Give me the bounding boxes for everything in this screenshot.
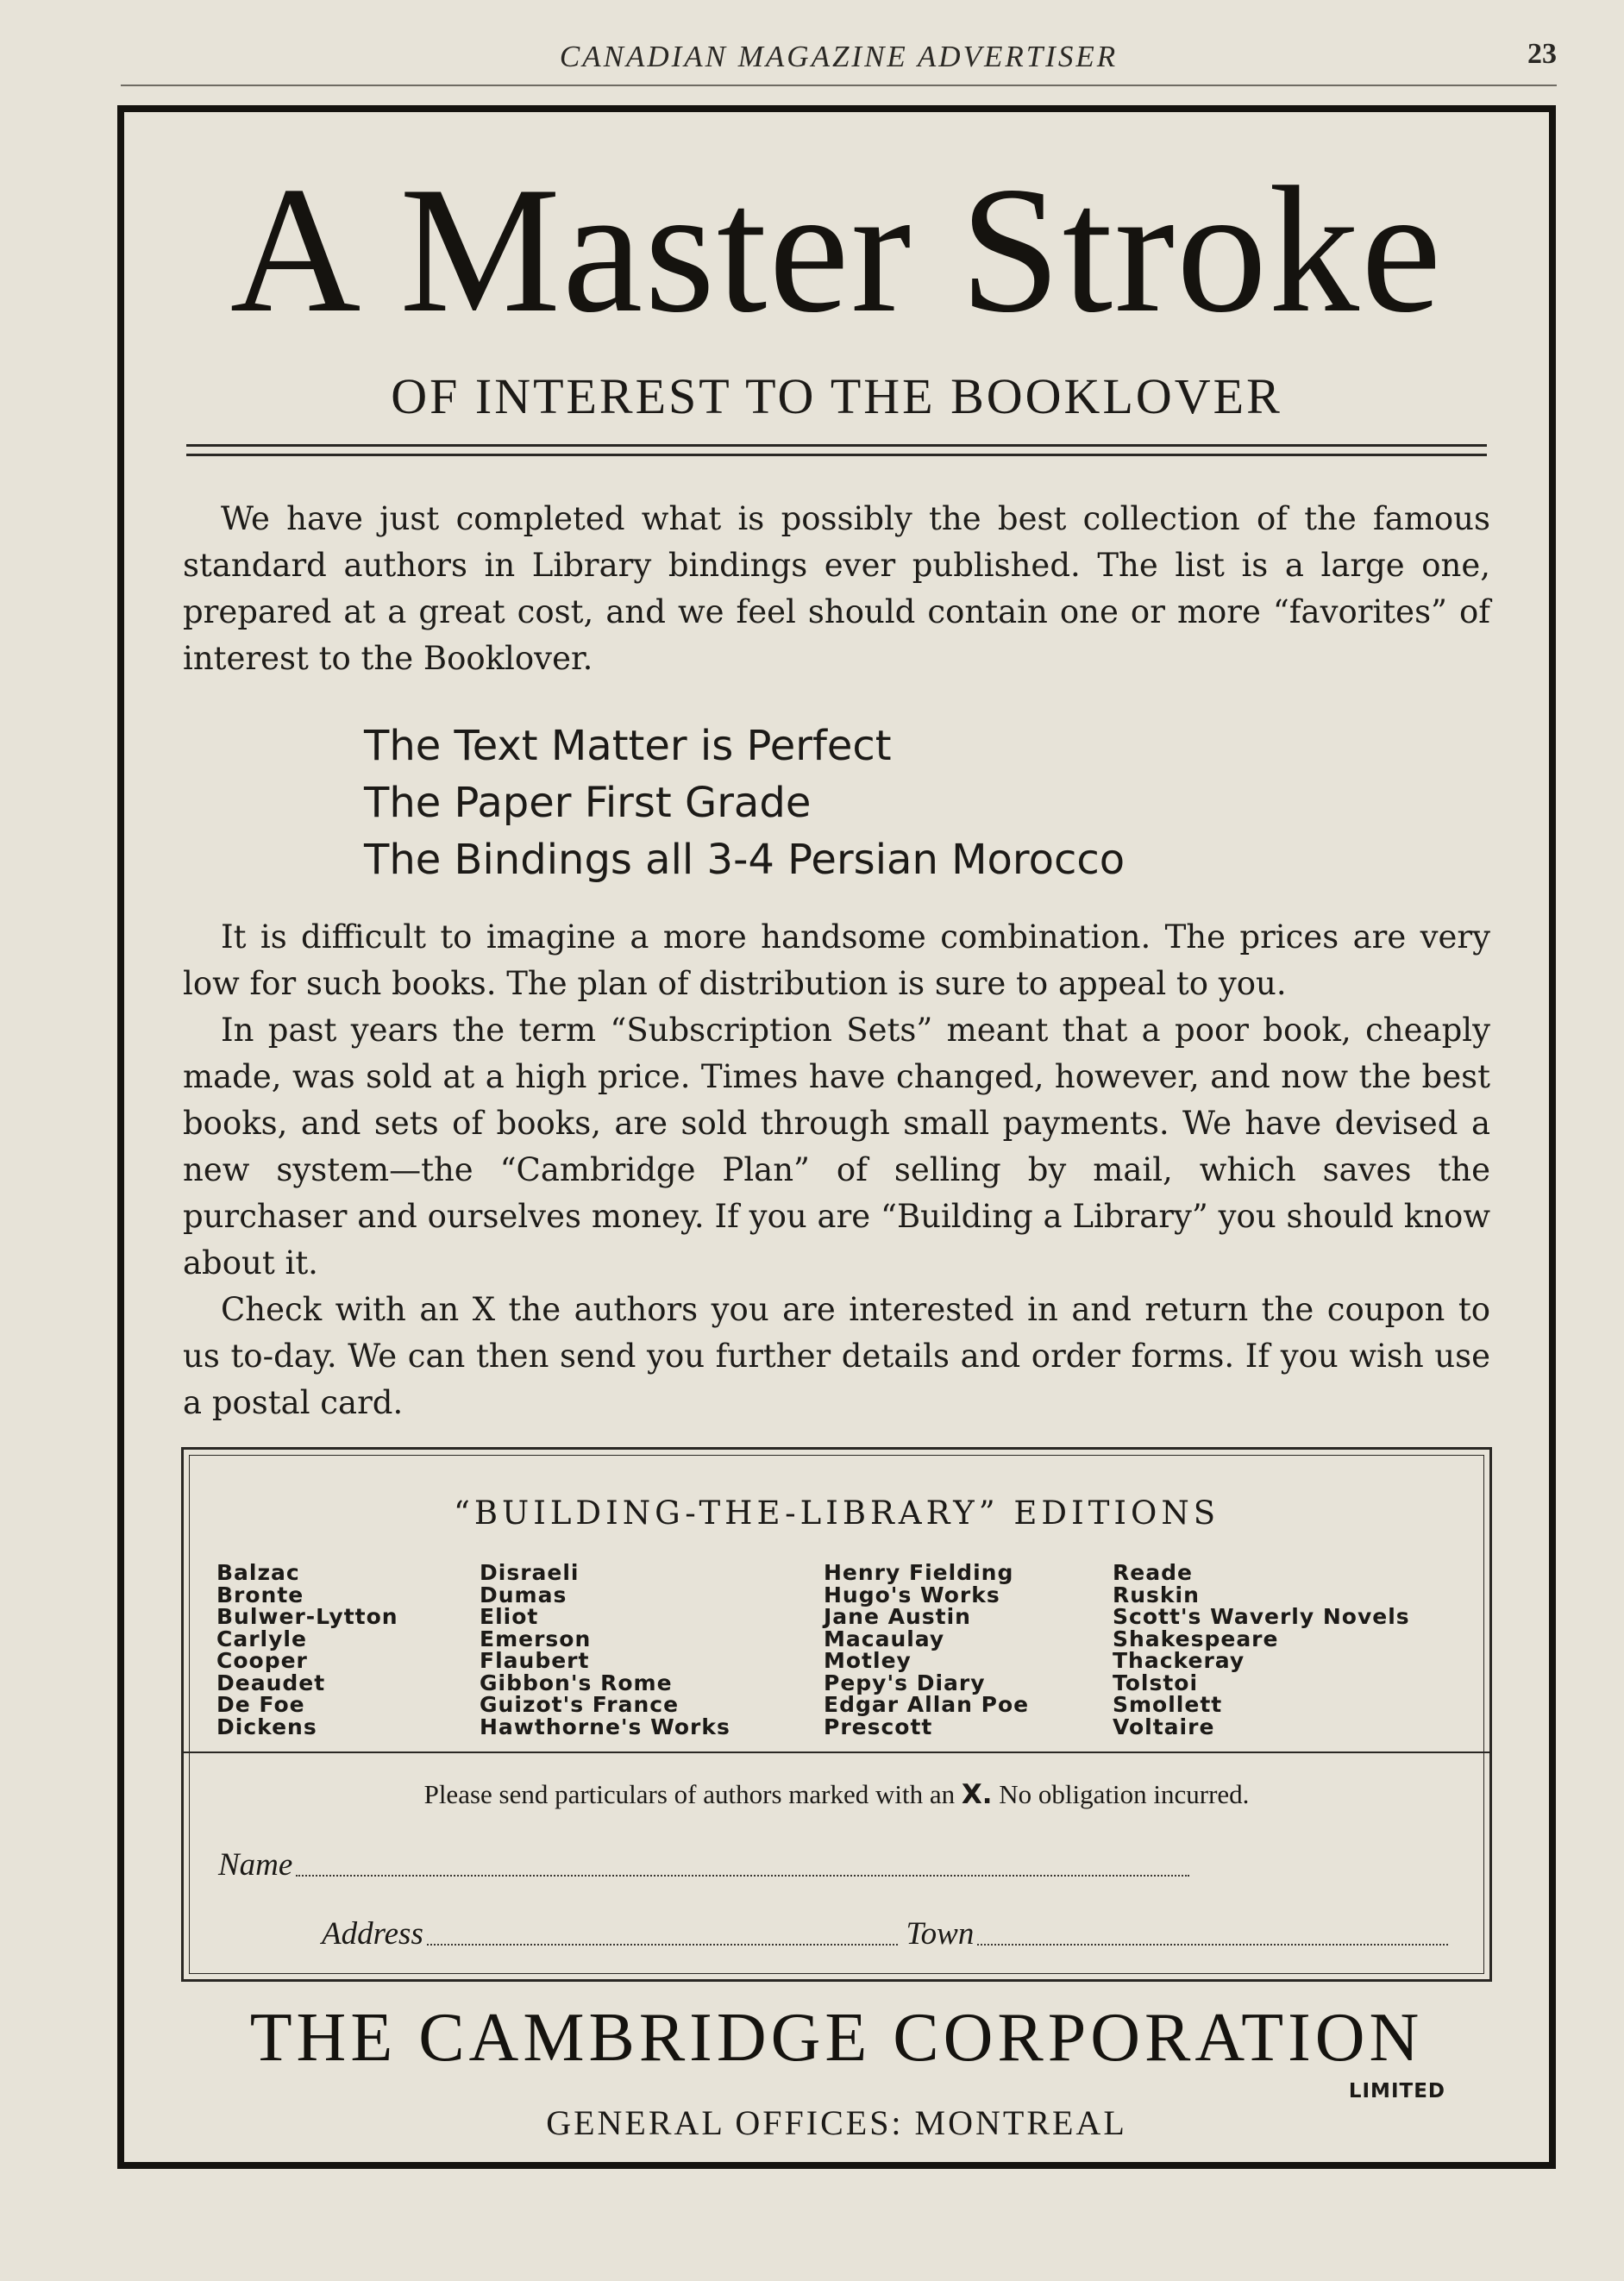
author-column-1: [216, 1562, 398, 1738]
ad-headline: A Master Stroke: [229, 150, 1444, 350]
coupon-instruction: [184, 1779, 1489, 1810]
coupon-divider: [184, 1751, 1489, 1753]
author-item[interactable]: Thackeray: [1113, 1648, 1245, 1673]
author-item[interactable]: Reade: [1113, 1560, 1193, 1585]
address-field[interactable]: [427, 1937, 898, 1946]
name-field[interactable]: [296, 1868, 1189, 1877]
author-item[interactable]: Dumas: [480, 1582, 567, 1607]
obligation-text: No obligation incurred.: [999, 1779, 1250, 1809]
author-item[interactable]: Hawthorne's Works: [480, 1714, 730, 1739]
running-head: CANADIAN MAGAZINE ADVERTISER: [559, 40, 1119, 73]
feature-list: [364, 718, 1125, 888]
author-item[interactable]: De Foe: [216, 1692, 305, 1717]
author-item[interactable]: Guizot's France: [480, 1692, 680, 1717]
author-item[interactable]: Motley: [824, 1648, 912, 1673]
address-label: Address: [322, 1916, 423, 1952]
address-field-row: [322, 1915, 1452, 1952]
author-item[interactable]: Tolstoi: [1113, 1670, 1199, 1695]
author-item[interactable]: Hugo's Works: [824, 1582, 1000, 1607]
page-number: 23: [1527, 38, 1557, 70]
author-item[interactable]: Prescott: [824, 1714, 933, 1739]
combination-paragraph: It is difficult to imagine a more handsome combination. The prices are very low for such books. The plan of distribution is sure to appeal to you.: [183, 918, 1490, 1002]
author-column-2: [480, 1562, 730, 1738]
order-coupon: [181, 1447, 1492, 1982]
author-item[interactable]: Bulwer-Lytton: [216, 1604, 398, 1629]
author-item[interactable]: Jane Austin: [824, 1604, 971, 1629]
author-item[interactable]: Eliot: [480, 1604, 539, 1629]
author-item[interactable]: Voltaire: [1113, 1714, 1215, 1739]
subscription-paragraph: In past years the term “Subscription Sets” meant that a poor book, cheaply made, was sold at a high price. Times have changed, however, and now the best books, and sets of books, are sold through small payments. We have devised a new system—the “Cambridge Plan” of selling by mail, which saves the purchaser and ourselves money. If you are “Building a Library” you should know about it.: [183, 1012, 1490, 1281]
instruction-text: Please send particulars of authors marked with an: [423, 1779, 956, 1809]
author-item[interactable]: Deaudet: [216, 1670, 326, 1695]
author-item[interactable]: Dickens: [216, 1714, 317, 1739]
feature-paper: The Paper First Grade: [364, 779, 812, 827]
name-field-row: [218, 1846, 1193, 1883]
general-offices: GENERAL OFFICES: MONTREAL: [546, 2103, 1127, 2142]
author-column-3: [824, 1562, 1029, 1738]
author-column-4: [1113, 1562, 1410, 1738]
advertisement-frame: [117, 105, 1556, 2169]
x-mark: X.: [961, 1779, 993, 1810]
name-label: Name: [218, 1847, 293, 1883]
author-item[interactable]: Emerson: [480, 1626, 592, 1651]
town-field[interactable]: [977, 1937, 1448, 1946]
coupon-title: “BUILDING-THE-LIBRARY” EDITIONS: [453, 1495, 1220, 1532]
author-item[interactable]: Macaulay: [824, 1626, 945, 1651]
author-item[interactable]: Pepy's Diary: [824, 1670, 986, 1695]
author-item[interactable]: Shakespeare: [1113, 1626, 1279, 1651]
author-item[interactable]: Bronte: [216, 1582, 304, 1607]
author-item[interactable]: Carlyle: [216, 1626, 307, 1651]
author-item[interactable]: Smollett: [1113, 1692, 1223, 1717]
ad-subhead: OF INTEREST TO THE BOOKLOVER: [391, 368, 1282, 424]
double-rule-divider: [186, 444, 1487, 456]
author-item[interactable]: Ruskin: [1113, 1582, 1200, 1607]
limited-label: LIMITED: [1348, 2080, 1445, 2102]
author-item[interactable]: Disraeli: [480, 1560, 580, 1585]
author-item[interactable]: Edgar Allan Poe: [824, 1692, 1030, 1717]
town-label: Town: [906, 1916, 975, 1952]
author-item[interactable]: Balzac: [216, 1560, 300, 1585]
feature-text-matter: The Text Matter is Perfect: [364, 722, 892, 770]
page-header: [121, 34, 1557, 86]
author-item[interactable]: Gibbon's Rome: [480, 1670, 673, 1695]
feature-bindings: The Bindings all 3-4 Persian Morocco: [364, 836, 1126, 884]
author-item[interactable]: Cooper: [216, 1648, 308, 1673]
author-item[interactable]: Flaubert: [480, 1648, 590, 1673]
author-item[interactable]: Scott's Waverly Novels: [1113, 1604, 1410, 1629]
corporation-name: THE CAMBRIDGE CORPORATION: [249, 2000, 1424, 2076]
check-paragraph: Check with an X the authors you are interested in and return the coupon to us to-day. We can then send you further details and order forms. If you wish use a postal card.: [183, 1291, 1490, 1421]
intro-paragraph: We have just completed what is possibly the best collection of the famous standard authors in Library bindings ever published. The list is a large one, prepared at a great cost, and we feel should contain one or more “favorites” of interest to the Booklover.: [183, 500, 1490, 677]
author-item[interactable]: Henry Fielding: [824, 1560, 1014, 1585]
